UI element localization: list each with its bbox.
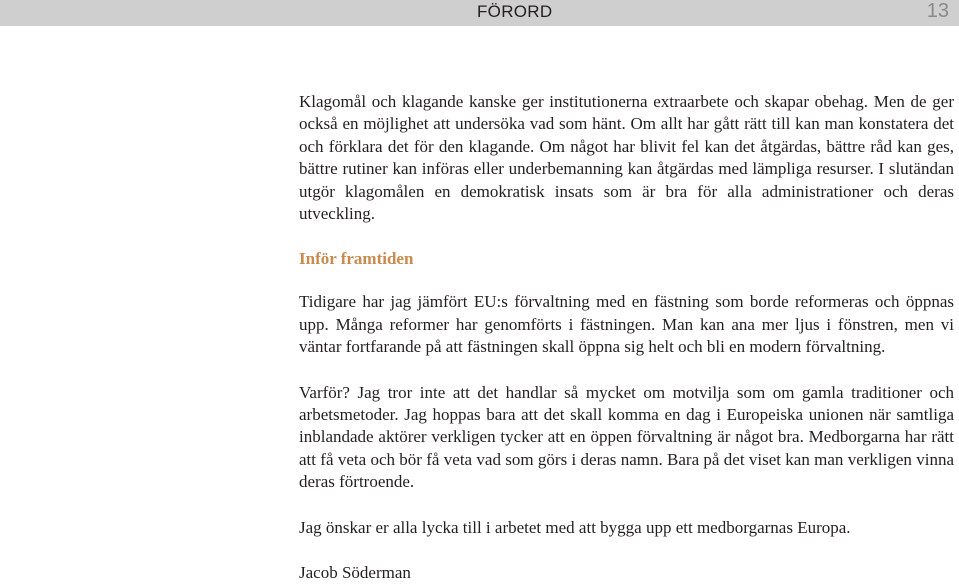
signature: Jacob Söderman xyxy=(299,563,411,583)
paragraph-wishes: Jag önskar er alla lycka till i arbetet med att bygga upp ett medborgarnas Europa. xyxy=(299,517,851,537)
paragraph-complaints: Klagomål och klagande kanske ger institutionerna extraarbete och skapar obehag. Men de ger också en möjlighet att undersöka vad som hänt. Om allt har gått rätt till kan man konstatera det och förklara det för den klagande. Om något har blivit fel kan det åtgärdas, bättre råd kan ges, bättre rutiner kan införas eller underbemanning kan åtgärdas med lämpliga resurser. I slutändan utgör klagomålen en demokratisk insats som är bra för alla administrationer och deras utveckling. xyxy=(299,92,954,224)
paragraph-fortress: Tidigare har jag jämfört EU:s förvaltning med en fästning som borde reformeras och öppnas upp. Många reformer har genomförts i fästningen. Man kan ana mer ljus i fönstren, men vi väntar fortfarande på att fästningen skall öppna sig helt och bli en modern förvaltning. xyxy=(299,292,954,357)
page-body xyxy=(299,91,954,584)
paragraph-why: Varför? Jag tror inte att det handlar så mycket om motvilja som om gamla traditioner och arbetsmetoder. Jag hoppas bara att det skall komma en dag i Europeiska unionen när samtliga inblandade aktörer verkligen tycker att en öppen förvaltning är något bra. Medborgarna har rätt att få veta och bör få veta vad som görs i deras namn. Bara på det viset kan man verkligen vinna deras förtroende. xyxy=(299,382,954,492)
section-heading: Inför framtiden xyxy=(299,249,414,269)
page-number: 13 xyxy=(926,0,949,22)
header-band xyxy=(0,0,959,26)
running-header-title: FÖRORD xyxy=(477,2,553,21)
